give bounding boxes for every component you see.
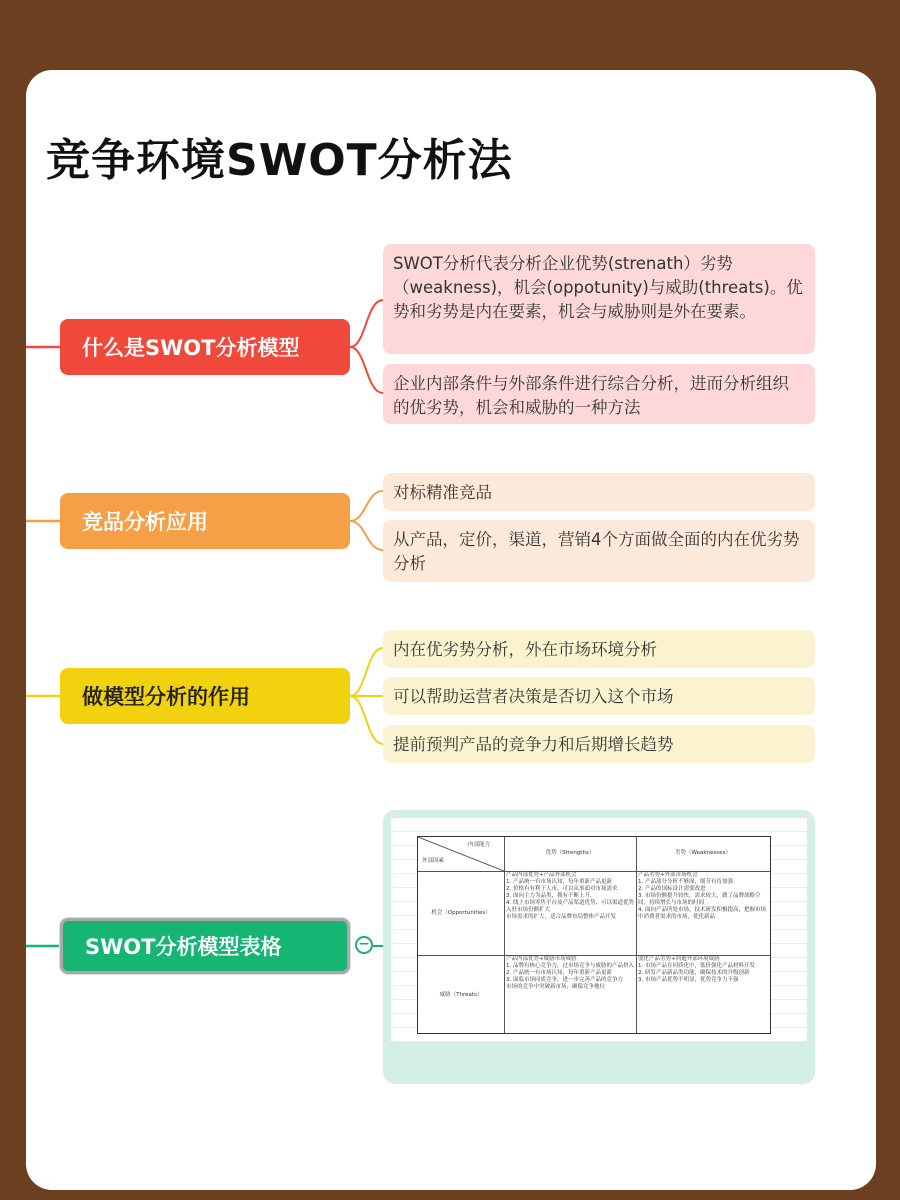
swot-table-image [383,810,815,1084]
branch-label: 做模型分析的作用 [82,685,250,709]
leaf-text: 对标精准竞品 [393,483,492,502]
minus-circle-icon[interactable]: − [355,936,373,954]
cell-st: 产品内部优势+威胁市场威胁 1. 品牌有核心竞争力，过市场竞争与威胁的产品挤入 2. 产品统一有市场认知，每年重新产品更新 3. 面临市场同质竞争，进一步完善产品的竞争力 市场的竞争中突破新市场，确保竞争地位 [506,956,634,990]
leaf-internal-external[interactable] [383,630,815,668]
branch-label: SWOT分析模型表格 [85,935,282,959]
corner-top-label: 内部能力 [468,842,491,848]
leaf-forecast-trend[interactable] [383,725,815,763]
branch-model-purpose[interactable] [60,668,350,724]
row-threats: 威胁（Threats） [439,992,483,998]
col-weaknesses: 劣势（Weaknesses） [675,850,731,856]
branch-what-is-swot[interactable] [60,319,350,375]
col-strengths: 优势（Strengths） [545,850,595,856]
leaf-text: 企业内部条件与外部条件进行综合分析，进而分析组织的优劣势，机会和威胁的一种方法 [393,374,789,417]
leaf-text: 提前预判产品的竞争力和后期增长趋势 [393,735,674,754]
branch-label: 竞品分析应用 [82,510,208,534]
cell-wt: 弱化产品劣势+回避外部环境威胁 1. 市场产品在同质化中，低价强化产品材料开发 2. 研发产品新品类功能，确保技术的升级创新 3. 市场产品优势不明显，优势竞争力不强 [638,956,755,983]
corner-bottom-label: 外部因素 [422,858,445,864]
leaf-swot-definition[interactable] [383,244,815,354]
leaf-swot-method[interactable] [383,364,815,424]
leaf-text: 可以帮助运营者决策是否切入这个市场 [393,687,674,706]
leaf-text: 内在优劣势分析，外在市场环境分析 [393,640,657,659]
branch-competitor-analysis[interactable] [60,493,350,549]
page-title: 竞争环境SWOT分析法 [46,135,513,186]
branch-swot-table[interactable] [60,918,350,974]
swot-table [417,836,771,1034]
leaf-text: 从产品，定价，渠道，营销4个方面做全面的内在优劣势分析 [393,530,800,573]
cell-wo: 产品劣势+外部市场机会 1. 产品部分分析不够深，细节有待加强 2. 产品的国标设计需要改进 3. 市场份额提升较快，需求较大，做了品牌战略空间，持续增长与市场的时间 4. 面向产品所处市场，技术研发积极提高，把握市场中消费者需求的市场，优化新品 [638,872,766,920]
branch-label: 什么是SWOT分析模型 [82,336,300,360]
leaf-decision-help[interactable] [383,677,815,715]
content-card [26,70,876,1190]
leaf-four-aspects[interactable] [383,520,815,582]
spreadsheet-area [391,818,807,1042]
row-opportunities: 机会（Opportunities） [431,910,491,916]
leaf-benchmark-competitor[interactable] [383,473,815,511]
cell-so: 产品内部优势+产品外部机会 1. 产品统一有市场认知，每年重新产品更新 2. 价格有有利于人市，可以从事面对市场需求 3. 面向主力为品类，拥有不断上升。 4. 线上市场零售平台及产品渠道优势，可以渠道优势入驻市场份额扩大 市场需求的扩大，适合品牌布局整体产品开发 [506,872,634,920]
leaf-text: SWOT分析代表分析企业优势(strenath）劣势（weakness)，机会(oppotunity)与威助(threats)。优势和劣势是内在要素，机会与威胁则是外在要素。 [393,254,803,321]
